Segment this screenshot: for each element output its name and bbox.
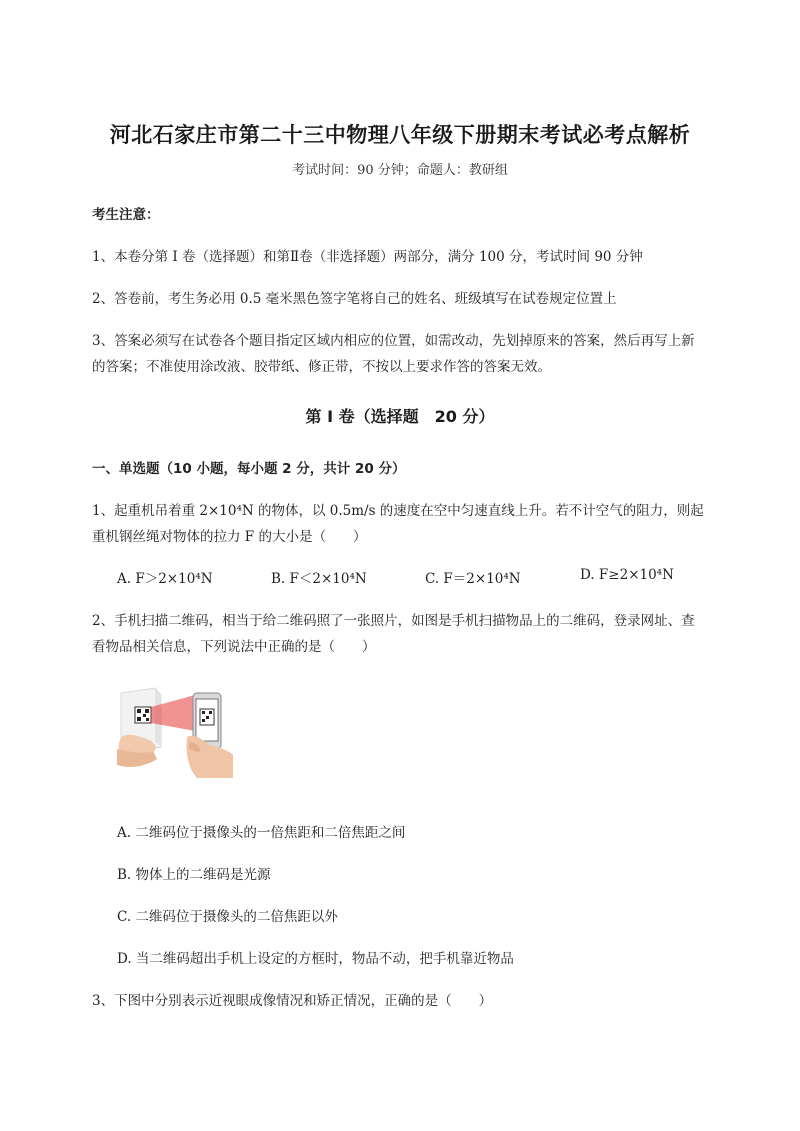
q1-option-c: C. F＝2×10⁴N xyxy=(425,571,521,587)
section-title: 第 I 卷（选择题 20 分） xyxy=(305,407,495,426)
q2-option-a: A. 二维码位于摄像头的一倍焦距和二倍焦距之间 xyxy=(117,825,406,841)
q1-option-d: D. F≥2×10⁴N xyxy=(580,567,674,583)
notice-heading: 考生注意： xyxy=(92,207,160,223)
document-title: 河北石家庄市第二十三中物理八年级下册期末考试必考点解析 xyxy=(109,123,691,147)
question-3-text: 3、下图中分别表示近视眼成像情况和矫正情况，正确的是（ ） xyxy=(92,993,493,1009)
question-2-text: 2、手机扫描二维码，相当于给二维码照了一张照片，如图是手机扫描物品上的二维码，登录网址、查 xyxy=(92,613,695,629)
notice-item-1: 1、本卷分第 I 卷（选择题）和第Ⅱ卷（非选择题）两部分，满分 100 分，考试时间 90 分钟 xyxy=(92,249,643,265)
qr-scan-photo xyxy=(117,685,233,778)
q2-option-c: C. 二维码位于摄像头的二倍焦距以外 xyxy=(117,909,338,925)
notice-item-3: 3、答案必须写在试卷各个题目指定区域内相应的位置，如需改动，先划掉原来的答案，然后再写上新 xyxy=(92,333,695,349)
question-2-text-cont: 看物品相关信息，下列说法中正确的是（ ） xyxy=(92,639,376,655)
notice-item-3-cont: 的答案；不准使用涂改液、胶带纸、修正带，不按以上要求作答的答案无效。 xyxy=(92,359,551,375)
notice-item-2: 2、答卷前，考生务必用 0.5 毫米黑色签字笔将自己的姓名、班级填写在试卷规定位置上 xyxy=(92,291,617,307)
q1-option-a: A. F＞2×10⁴N xyxy=(117,571,213,587)
part-heading: 一、单选题（10 小题，每小题 2 分，共计 20 分） xyxy=(92,461,406,477)
question-1-text-cont: 重机钢丝绳对物体的拉力 F 的大小是（ ） xyxy=(92,529,367,545)
q1-option-b: B. F＜2×10⁴N xyxy=(271,571,367,587)
q2-option-b: B. 物体上的二维码是光源 xyxy=(117,867,271,883)
q2-option-d: D. 当二维码超出手机上设定的方框时，物品不动，把手机靠近物品 xyxy=(117,951,514,967)
exam-subtitle: 考试时间：90 分钟；命题人：教研组 xyxy=(292,163,508,178)
question-1-text: 1、起重机吊着重 2×10⁴N 的物体，以 0.5m/s 的速度在空中匀速直线上升。若不计空气的阻力，则起 xyxy=(92,503,704,519)
